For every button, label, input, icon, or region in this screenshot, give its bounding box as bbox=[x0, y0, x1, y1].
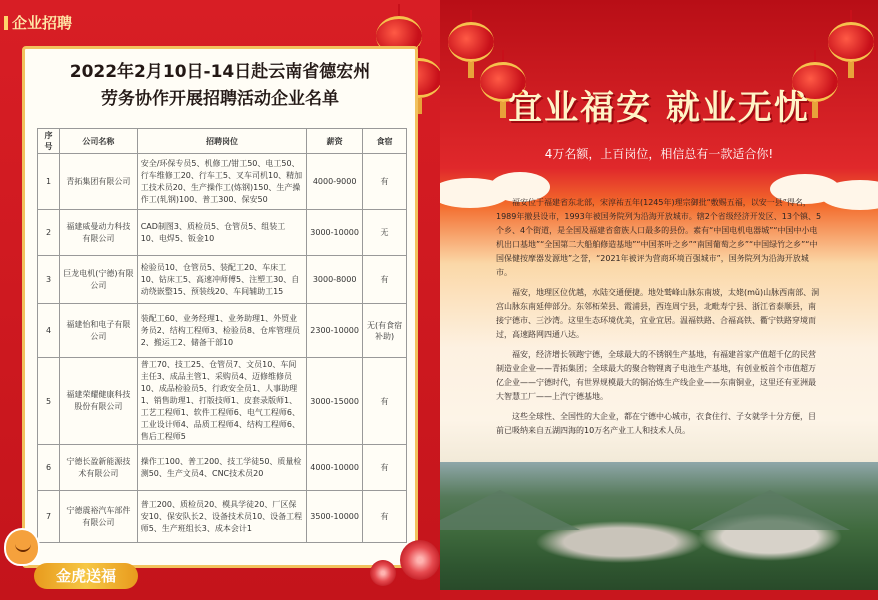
company-table bbox=[37, 128, 407, 543]
golden-tiger-badge: 金虎送福 bbox=[34, 563, 138, 589]
row-board: 无 bbox=[363, 210, 407, 256]
row-jobs: CAD制图3、质检员5、仓管员5、组装工10、电焊5、钣金10 bbox=[137, 210, 306, 256]
row-board: 有 bbox=[363, 154, 407, 210]
row-jobs: 操作工100、普工200、技工学徒50、质量检测50、生产文员4、CNC技术员20 bbox=[137, 445, 306, 491]
intro-paragraph: 这些全球性、全国性的大企业，都在宁德中心城市，衣食住行、子女就学十分方便，目前已吸纳来自五湖四海的10万名产业工人和技术人员。 bbox=[496, 412, 816, 435]
row-salary: 2300-10000 bbox=[307, 304, 363, 358]
row-salary: 4000-9000 bbox=[307, 154, 363, 210]
row-no: 2 bbox=[38, 210, 60, 256]
header-jobs: 招聘岗位 bbox=[137, 129, 306, 154]
row-company: 福建怡和电子有限公司 bbox=[59, 304, 137, 358]
row-jobs: 装配工60、业务经理1、业务助理1、外贸业务员2、结构工程师3、检验员8、仓库管理员2、搬运工2、储备干部10 bbox=[137, 304, 306, 358]
row-jobs: 普工70、技工25、仓管员7、文员10、车间主任3、成品主管1、采购员4、迈修维修员10、成品检验员5、行政安全员1、人事助理1、销售助理1、打版技师1、皮套录版师1、工艺工程师1、软件工程师6、电气工程师6、工业设计师4、品质工程师4、结构工程师6、售后工程师5 bbox=[137, 358, 306, 445]
bottom-frame bbox=[440, 590, 878, 600]
table-row bbox=[38, 445, 407, 491]
section-tag: 企业招聘 bbox=[4, 12, 72, 33]
row-no: 5 bbox=[38, 358, 60, 445]
table-row bbox=[38, 210, 407, 256]
row-jobs: 普工200、质检员20、模具学徒20、厂区保安10、保安队长2、设备技术员10、设备工程师5、生产班组长3、成本会计1 bbox=[137, 491, 306, 543]
row-company: 青拓集团有限公司 bbox=[59, 154, 137, 210]
intro-text bbox=[496, 196, 822, 444]
table-row bbox=[38, 358, 407, 445]
table-row bbox=[38, 154, 407, 210]
row-company: 宁德长盈新能源技术有限公司 bbox=[59, 445, 137, 491]
company-list-sheet bbox=[22, 46, 418, 568]
flower-icon bbox=[400, 540, 440, 580]
row-salary: 3000-15000 bbox=[307, 358, 363, 445]
slogan-subtitle: 4万名额，上百岗位，相信总有一款适合你! bbox=[544, 147, 774, 161]
row-no: 3 bbox=[38, 256, 60, 304]
row-board: 有 bbox=[363, 256, 407, 304]
tiger-icon bbox=[4, 528, 40, 566]
row-company: 福建荣耀健康科技股份有限公司 bbox=[59, 358, 137, 445]
table-header-row bbox=[38, 129, 407, 154]
city-landscape-image bbox=[440, 462, 878, 600]
row-salary: 3000-8000 bbox=[307, 256, 363, 304]
flower-icon bbox=[370, 560, 396, 586]
row-board: 有 bbox=[363, 358, 407, 445]
row-board: 无(有食宿补助) bbox=[363, 304, 407, 358]
header-no: 序号 bbox=[38, 129, 60, 154]
slogan-title: 宜业福安 就业无忧 bbox=[508, 88, 810, 128]
row-company: 宁德震裕汽车部件有限公司 bbox=[59, 491, 137, 543]
table-row bbox=[38, 304, 407, 358]
row-salary: 3500-10000 bbox=[307, 491, 363, 543]
row-jobs: 检验员10、仓管员5、装配工20、车床工10、钻床工5、高速冲师傅5、注塑工30、自动绕嵌整15、预装线20、车间辅助工15 bbox=[137, 256, 306, 304]
row-company: 福建威曼动力科技有限公司 bbox=[59, 210, 137, 256]
city-intro-panel bbox=[440, 0, 878, 600]
row-salary: 3000-10000 bbox=[307, 210, 363, 256]
row-no: 1 bbox=[38, 154, 60, 210]
row-no: 4 bbox=[38, 304, 60, 358]
table-row bbox=[38, 256, 407, 304]
sheet-title-line1: 2022年2月10日-14日赴云南省德宏州 bbox=[69, 62, 371, 82]
row-no: 6 bbox=[38, 445, 60, 491]
header-salary: 薪资 bbox=[307, 129, 363, 154]
row-board: 有 bbox=[363, 491, 407, 543]
header-company: 公司名称 bbox=[59, 129, 137, 154]
intro-paragraph: 福安位于福建省东北部，宋淳祐五年(1245年)理宗御批“敷赐五福，以安一县”得名，1989年撤县设市，1993年被国务院列为沿海开放城市。辖2个省级经济开发区、13个镇、5个乡、4个街道，是全国及福建省畲族人口最多的县份。素有“中国电机电器城”“中国中小电机出口基地”“全国第二大船舶修造基地”“中国茶叶之乡”“南国葡萄之乡”“中国绿竹之乡”“中国保健按摩器发源地”之誉，“2021年被评为营商环境百强城市”，国务院列为沿海开放城市。 bbox=[496, 198, 822, 277]
sheet-title-line2: 劳务协作开展招聘活动企业名单 bbox=[101, 89, 339, 109]
row-no: 7 bbox=[38, 491, 60, 543]
table-row bbox=[38, 491, 407, 543]
row-jobs: 安全/环保专员5、机修工/钳工50、电工50、行车维修工20、行车工5、叉车司机10、精加工技术员20、生产操作工(炼钢)150、生产操作工(轧钢)100、普工300、保安50 bbox=[137, 154, 306, 210]
row-company: 巨龙电机(宁德)有限公司 bbox=[59, 256, 137, 304]
intro-paragraph: 福安，经济增长领跑宁德，全球最大的不锈钢生产基地，有福建首家产值超千亿的民营制造业企业——青拓集团；全球最大的聚合物锂离子电池生产基地，有创业板首个市值超万亿企业——宁德时代，有世界规模最大的铜冶炼生产线企业——东南铜业，这里还有亚洲最大智慧工厂——上汽宁德基地。 bbox=[496, 350, 816, 401]
intro-paragraph: 福安，地理区位优越，水陆交通便捷。地处鹫峰山脉东南坡，太姥(mǔ)山脉西南部、洞宫山脉东南延伸部分。东邻柘荣县、霞浦县，西连周宁县，北毗寿宁县、浙江省泰顺县，南接宁德市、三沙湾。这里生态环境优美，宜业宜居。温福铁路、合福高铁、衢宁铁路穿境而过，高速路网四通八达。 bbox=[496, 288, 820, 339]
row-board: 有 bbox=[363, 445, 407, 491]
row-salary: 4000-10000 bbox=[307, 445, 363, 491]
header-board: 食宿 bbox=[363, 129, 407, 154]
